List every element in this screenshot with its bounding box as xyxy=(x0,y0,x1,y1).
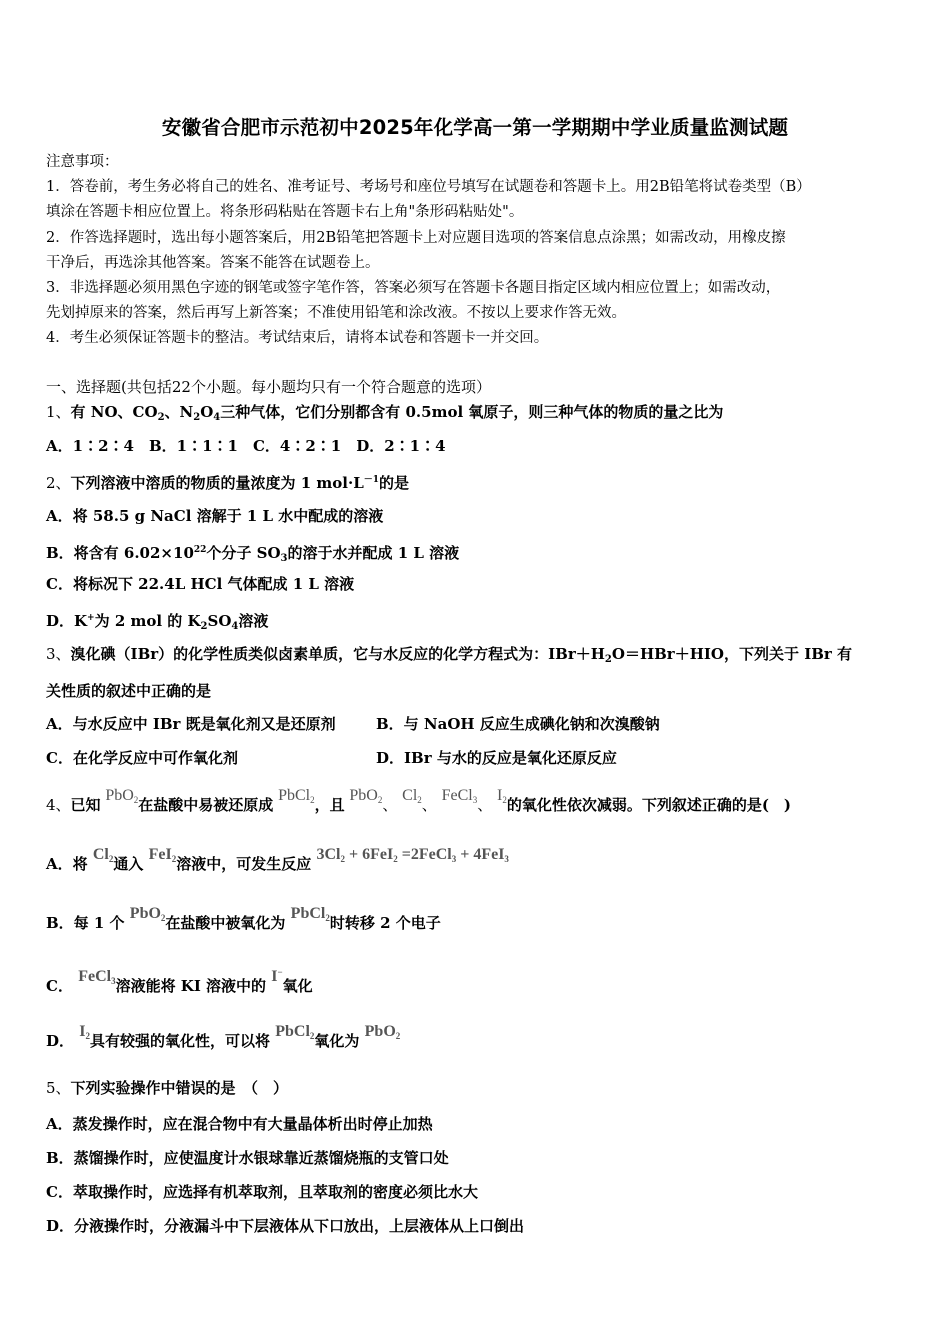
formula-fecl3: FeCl$_3$ xyxy=(441,787,478,805)
formula-pbcl2: PbCl$_2$ xyxy=(275,1023,315,1041)
question-5: 5、下列实验操作中错误的是 （ ） xyxy=(46,1079,289,1097)
page-title: 安徽省合肥市示范初中2025年化学高一第一学期期中学业质量监测试题 xyxy=(161,116,789,139)
note-4: 4．考生必须保证答题卡的整洁。考试结束后，请将本试卷和答题卡一并交回。 xyxy=(46,330,549,346)
q5-option-b: B．蒸馏操作时，应使温度计水银球靠近蒸馏烧瓶的支管口处 xyxy=(46,1149,449,1167)
formula-pbo2: PbO$_2$ xyxy=(129,905,166,923)
formula-cl2: $Cl_2$ xyxy=(92,846,114,864)
q3-option-b: B．与 NaOH 反应生成碘化钠和次溴酸钠 xyxy=(376,715,660,733)
formula-pbcl2: PbCl$_2$ xyxy=(278,787,315,805)
q5-option-c: C．萃取操作时，应选择有机萃取剂，且萃取剂的密度必须比水大 xyxy=(46,1183,478,1201)
formula-pbo2: PbO$_2$ xyxy=(105,787,139,805)
formula-pbcl2: PbCl$_2$ xyxy=(290,905,330,923)
formula-fecl3: FeCl$_3$ xyxy=(78,968,116,986)
reaction-equation: $3Cl_2 + 6FeI_2$ =2FeCl$_3$ + 4FeI$_3$ xyxy=(316,846,509,864)
q1-number: 1、 xyxy=(46,403,71,421)
q5-option-a: A．蒸发操作时，应在混合物中有大量晶体析出时停止加热 xyxy=(46,1115,433,1133)
q3-option-d: D．IBr 与水的反应是氧化还原反应 xyxy=(376,749,617,767)
note-2a: 2．作答选择题时，选出每小题答案后，用2B铅笔把答题卡上对应题目选项的答案信息点涂黑；如需改动，用橡皮擦 xyxy=(46,230,786,246)
q4-option-b: B．每 1 个 PbO$_2$在盐酸中被氧化为 PbCl$_2$时转移 2 个电子 xyxy=(46,905,441,932)
note-1b: 填涂在答题卡相应位置上。将条形码粘贴在答题卡右上角"条形码粘贴处"。 xyxy=(46,204,524,220)
formula-cl2: $Cl_2$ xyxy=(402,787,422,805)
formula-pbo2: PbO$_2$ xyxy=(349,787,383,805)
note-2b: 干净后，再选涂其他答案。答案不能答在试题卷上。 xyxy=(46,255,380,271)
notes-heading: 注意事项： xyxy=(46,154,119,170)
note-3a: 3．非选择题必须用黑色字迹的钢笔或签字笔作答，答案必须写在答题卡各题目指定区域内相应位置上；如需改动， xyxy=(46,280,781,296)
note-1a: 1．答卷前，考生务必将自己的姓名、准考证号、考场号和座位号填写在试题卷和答题卡上。用2B铅笔将试卷类型（B） xyxy=(46,179,811,195)
q3-option-c: C．在化学反应中可作氧化剂 xyxy=(46,749,238,767)
q2-option-a: A．将 58.5 g NaCl 溶解于 1 L 水中配成的溶液 xyxy=(46,507,384,525)
formula-iodide-ion: I− xyxy=(271,967,283,985)
q3-option-a: A．与水反应中 IBr 既是氧化剂又是还原剂 xyxy=(46,715,336,733)
question-3: 3、溴化碘（IBr）的化学性质类似卤素单质，它与水反应的化学方程式为：$IBr+H_2O=HBr+HIO$，下列关于 IBr 有 xyxy=(46,645,853,665)
question-3-cont: 关性质的叙述中正确的是 xyxy=(46,682,212,700)
q4-option-d: D． $I_2$具有较强的氧化性，可以将 PbCl$_2$氧化为 PbO$_2$ xyxy=(46,1023,401,1050)
q1-options: A．1∶2∶4 B．1∶1∶1 C．4∶2∶1 D．2∶1∶4 xyxy=(46,437,446,455)
formula-pbo2: PbO$_2$ xyxy=(364,1023,401,1041)
question-4: 4、已知 PbO$_2$在盐酸中易被还原成 PbCl$_2$，且 PbO$_2$、 $Cl_2$、 FeCl$_3$、 $I_2$的氧化性依次减弱。下列叙述正确的是( ) xyxy=(46,787,792,814)
q4-option-a: A．将 $Cl_2$通入 FeI$_2$溶液中，可发生反应 $3Cl_2 + 6FeI_2$ =2FeCl$_3$ + 4FeI$_3$ xyxy=(46,846,509,873)
formula-fei2: FeI$_2$ xyxy=(148,846,177,864)
q4-option-c: C． FeCl$_3$溶液能将 KI 溶液中的 I−氧化 xyxy=(46,967,313,995)
q2-option-d: D．K+为 2 mol 的 $K_2SO_4$溶液 xyxy=(46,612,269,632)
q2-option-c: C．将标况下 22.4L HCl 气体配成 1 L 溶液 xyxy=(46,575,355,593)
formula-i2: $I_2$ xyxy=(79,1023,90,1041)
question-1: 1、有 NO、$CO_2$、$N_2O_4$三种气体，它们分别都含有 0.5mol 氧原子，则三种气体的物质的量之比为 xyxy=(46,403,724,423)
section-heading: 一、选择题(共包括22个小题。每小题均只有一个符合题意的选项） xyxy=(46,378,491,396)
question-2: 2、下列溶液中溶质的物质的量浓度为 1 $mol\cdot L^{-1}$的是 xyxy=(46,474,410,492)
note-3b: 先划掉原来的答案，然后再写上新答案；不准使用铅笔和涂改液。不按以上要求作答无效。 xyxy=(46,305,626,321)
formula-i2: $I_2$ xyxy=(497,787,507,805)
q5-option-d: D．分液操作时，分液漏斗中下层液体从下口放出，上层液体从上口倒出 xyxy=(46,1217,525,1235)
q2-option-b: B．将含有 $6.02\times 10^{22}$个分子 $SO_3$的溶于水并配成 1 L 溶液 xyxy=(46,544,460,564)
